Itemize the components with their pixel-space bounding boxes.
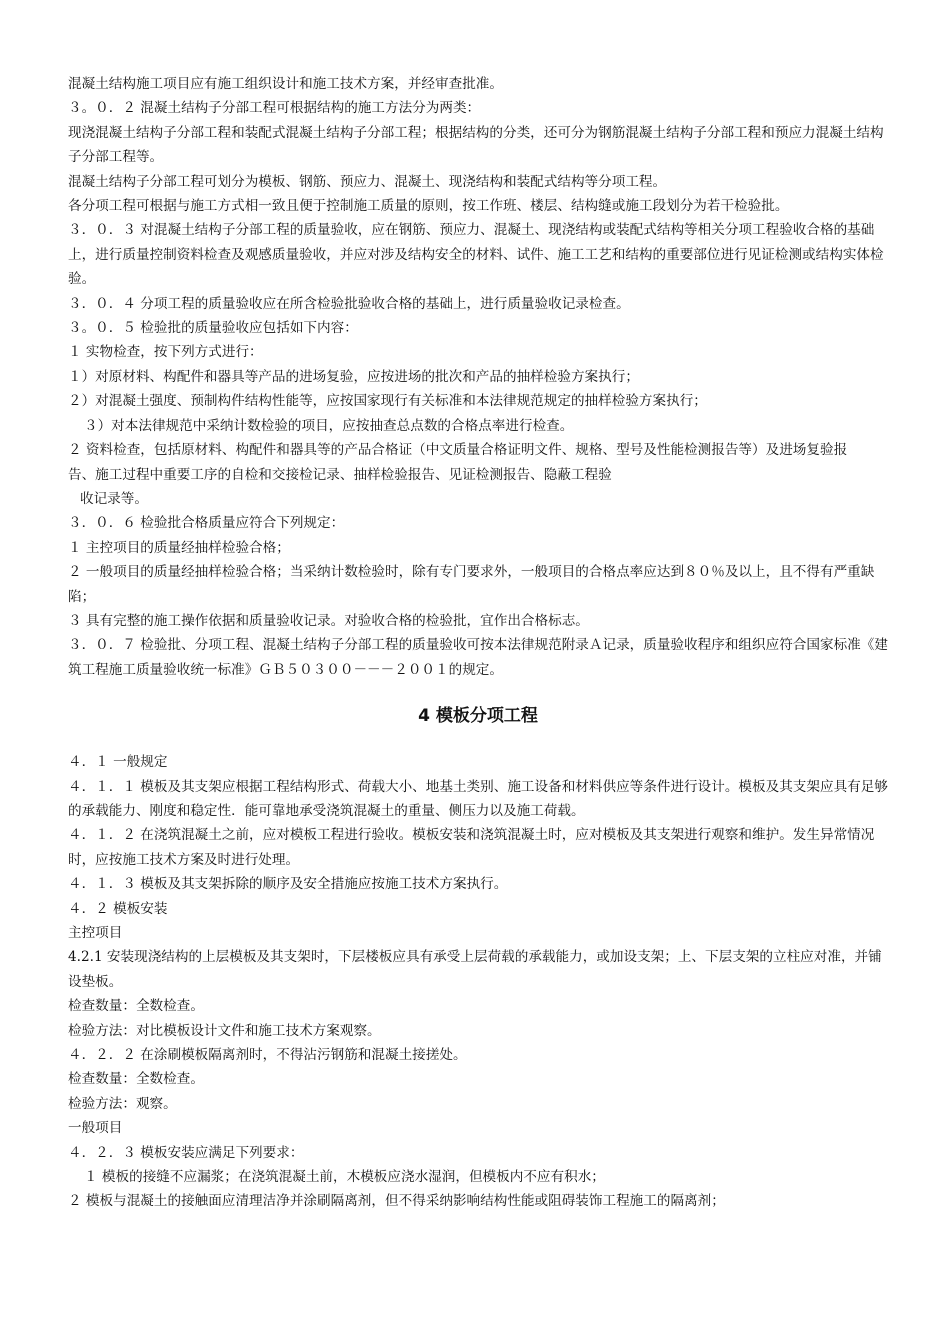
paragraph: 检验方法：对比模板设计文件和施工技术方案观察。 [68,1022,381,1039]
list-item: ２ 资料检查，包括原材料、构配件和器具等的产品合格证（中文质量合格证明文件、规格、型号及性能检测报告等）及进场复验报告、施工过程中重要工序的自检和交接检记录、抽样检验报告、见证检测报告、隐蔽工程验 [68,442,848,483]
list-item: １）对原材料、构配件和器具等产品的进场复验，应按进场的批次和产品的抽样检验方案执行； [68,368,639,385]
clause-4-1-3: ４．１．３ 模板及其支架拆除的顺序及安全措施应按施工技术方案执行。 [68,876,508,893]
paragraph: 混凝土结构施工项目应有施工组织设计和施工技术方案，并经审查批准。 [68,76,503,92]
list-item: ３ 具有完整的施工操作依据和质量验收记录。对验收合格的检验批，宜作出合格标志。 [68,612,589,629]
clause-3-0-7: ３．０．７ 检验批、分项工程、混凝土结构子分部工程的质量验收可按本法律规范附录Ａ记录，质量验收程序和组织应符合国家标准《建筑工程施工质量验收统一标准》ＧＢ５０３００－－－２００１的规定。 [68,637,888,678]
paragraph: 检查数量：全数检查。 [68,998,204,1015]
clause-4-1-2: ４．１．２ 在浇筑混凝土之前，应对模板工程进行验收。模板安装和浇筑混凝土时，应对模板及其支架进行观察和维护。发生异常情况时，应按施工技术方案及时进行处理。 [68,827,875,868]
list-item: １ 模板的接缝不应漏浆；在浇筑混凝土前，木模板应浇水湿润，但模板内不应有积水； [84,1169,605,1186]
clause-3-0-5: ３。０．５ 检验批的质量验收应包括如下内容： [68,320,358,337]
section-heading: 4 模板分项工程 [418,706,538,727]
clause-4-1: ４．１ 一般规定 [68,754,168,771]
list-item: ２ 一般项目的质量经抽样检验合格；当采纳计数检验时，除有专门要求外，一般项目的合格点率应达到８０％及以上，且不得有严重缺陷； [68,564,875,605]
subheading: 一般项目 [68,1120,123,1137]
document-page [68,72,888,1214]
list-item: １ 主控项目的质量经抽样检验合格； [68,539,290,556]
clause-3-0-6: ３．０．６ 检验批合格质量应符合下列规定： [68,515,345,532]
clause-4-1-1: ４．１．１ 模板及其支架应根据工程结构形式、荷载大小、地基土类别、施工设备和材料供应等条件进行设计。模板及其支架应具有足够的承载能力、刚度和稳定性．能可靠地承受浇筑混凝土的重量、侧压力以及施工荷载。 [68,778,888,819]
clause-4-2-1: 4.2.1 安装现浇结构的上层模板及其支架时，下层楼板应具有承受上层荷载的承载能力，或加设支架；上、下层支架的立柱应对准，并铺设垫板。 [68,949,882,990]
paragraph: 检查数量：全数检查。 [68,1071,204,1088]
paragraph: 现浇混凝土结构子分部工程和装配式混凝土结构子分部工程；根据结构的分类，还可分为钢筋混凝土结构子分部工程和预应力混凝土结构子分部工程等。 [68,124,884,166]
list-item: ２ 模板与混凝土的接触面应清理洁净并涂刷隔离剂，但不得采纳影响结构性能或阻碍装饰工程施工的隔离剂； [68,1193,725,1210]
paragraph: 检验方法：观察。 [68,1095,177,1112]
list-item: １ 实物检查，按下列方式进行： [68,344,263,361]
subheading: 主控项目 [68,925,123,941]
clause-3-0-3: ３．０．３ 对混凝土结构子分部工程的质量验收，应在钢筋、预应力、混凝土、现浇结构或装配式结构等相关分项工程验收合格的基础上，进行质量控制资料检查及观感质量验收，并应对涉及结构安全的材料、试件、施工工艺和结构的重要部位进行见证检测或结构实体检验。 [68,222,884,288]
list-item: ２）对混凝土强度、预制构件结构性能等，应按国家现行有关标准和本法律规范规定的抽样检验方案执行； [68,393,707,410]
clause-3-0-2: ３。０．２ 混凝土结构子分部工程可根据结构的施工方法分为两类： [68,100,481,117]
paragraph: 各分项工程可根据与施工方式相一致且便于控制施工质量的原则，按工作班、楼层、结构缝或施工段划分为若干检验批。 [68,198,789,215]
list-item: ３）对本法律规范中采纳计数检验的项目，应按抽查总点数的合格点率进行检查。 [84,417,574,434]
clause-4-2-3: ４．２．３ 模板安装应满足下列要求： [68,1144,304,1161]
paragraph: 混凝土结构子分部工程可划分为模板、钢筋、预应力、混凝土、现浇结构和装配式结构等分项工程。 [68,173,667,190]
clause-3-0-4: ３．０．４ 分项工程的质量验收应在所含检验批验收合格的基础上，进行质量验收记录检查。 [68,295,630,312]
clause-4-2-2: ４．２．２ 在涂刷模板隔离剂时，不得沾污钢筋和混凝土接搓处。 [68,1047,467,1064]
clause-4-2: ４．２ 模板安装 [68,900,168,917]
list-item-continuation: 收记录等。 [80,490,148,507]
